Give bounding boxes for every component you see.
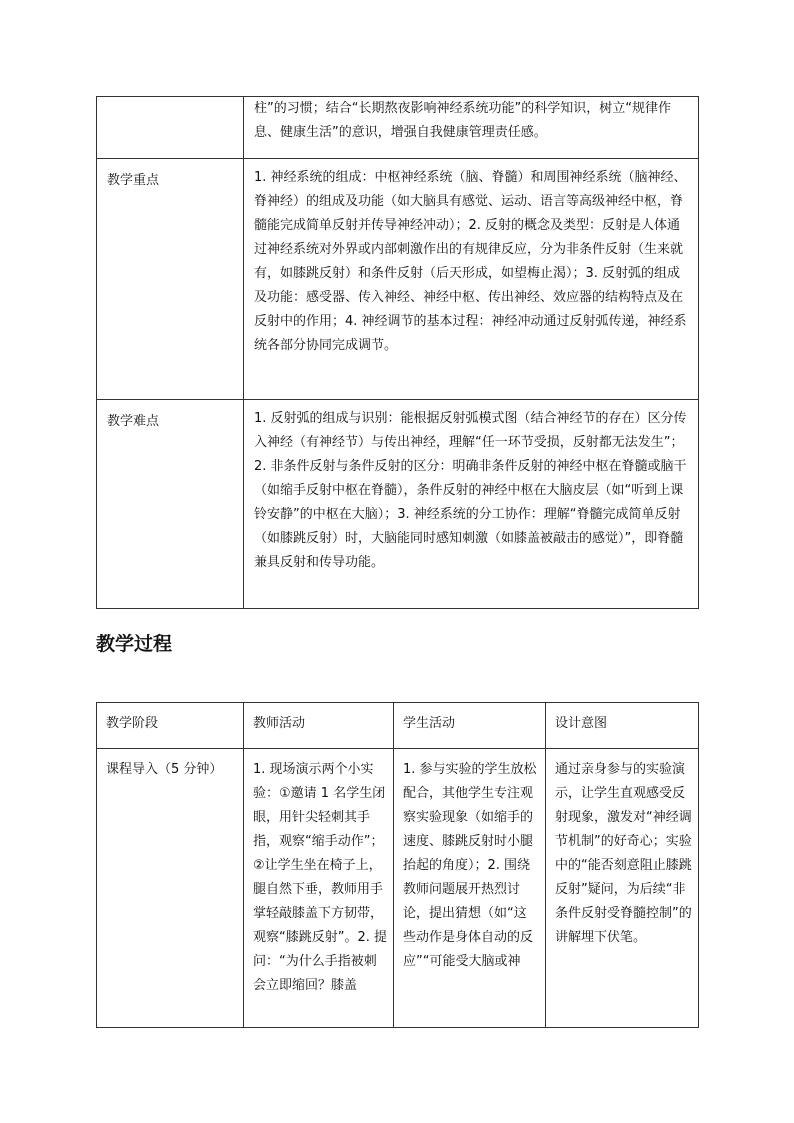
header-teacher-activity: 教师活动 bbox=[253, 716, 306, 731]
teacher-activity-cell bbox=[244, 749, 394, 1028]
design-intent-cell bbox=[546, 749, 699, 1028]
header-stage: 教学阶段 bbox=[106, 716, 159, 731]
header-cell bbox=[244, 703, 394, 749]
difficulties-label: 教学难点 bbox=[107, 414, 160, 429]
student-activity-cell bbox=[394, 749, 546, 1028]
teacher-activity-text: 1. 现场演示两个小实验：①邀请 1 名学生闭眼，用针尖轻刺其手指，观察“缩手动作”；②让学生坐在椅子上，腿自然下垂，教师用手掌轻敲膝盖下方韧带，观察“膝跳反射”。2. 提问：“为什么手指被刺会立即缩回？膝盖 bbox=[253, 762, 388, 993]
row-label bbox=[97, 97, 243, 105]
design-intent-text: 通过亲身参与的实验演示，让学生直观感受反射现象，激发对“神经调节机制”的好奇心；实验中的“能否刻意阻止膝跳反射”疑问，为后续“非条件反射受脊髓控制”的讲解埋下伏笔。 bbox=[555, 762, 692, 945]
header-cell bbox=[546, 703, 699, 749]
row-content-cell bbox=[244, 400, 699, 609]
table-row bbox=[97, 400, 699, 609]
stage-cell bbox=[97, 749, 244, 1028]
header-student-activity: 学生活动 bbox=[403, 716, 456, 731]
stage-text: 课程导入（5 分钟） bbox=[106, 762, 223, 777]
table-row bbox=[97, 159, 699, 400]
table-header-row bbox=[97, 703, 699, 749]
key-points-text: 1. 神经系统的组成：中枢神经系统（脑、脊髓）和周围神经系统（脑神经、脊神经）的组成及功能（如大脑具有感觉、运动、语言等高级神经中枢，脊髓能完成简单反射并传导神经冲动）；2. 反射的概念及类型：反射是人体通过神经系统对外界或内部刺激作出的有规律反应，分为非条件反射（生来就有，如膝跳反射）和条件反射（后天形成，如望梅止渴）；3. 反射弧的组成及功能：感受器、传入神经、神经中枢、传出神经、效应器的结构特点及在反射中的作用；4. 神经调节的基本过程：神经冲动通过反射弧传递，神经系统各部分协同完成调节。 bbox=[254, 170, 687, 353]
header-design-intent: 设计意图 bbox=[555, 716, 608, 731]
row-label-cell bbox=[97, 159, 244, 400]
teaching-process-table bbox=[96, 702, 699, 1028]
header-cell bbox=[394, 703, 546, 749]
row-content-cell bbox=[244, 97, 699, 159]
goal-continuation-text: 柱”的习惯；结合“长期熬夜影响神经系统功能”的科学知识，树立“规律作息、健康生活”的意识，增强自我健康管理责任感。 bbox=[254, 101, 671, 140]
section-title: 教学过程 bbox=[96, 633, 173, 655]
teaching-focus-table bbox=[96, 96, 699, 609]
difficulties-text: 1. 反射弧的组成与识别：能根据反射弧模式图（结合神经节的存在）区分传入神经（有神经节）与传出神经，理解“任一环节受损，反射都无法发生”；2. 非条件反射与条件反射的区分：明确非条件反射的神经中枢在脊髓或脑干（如缩手反射中枢在脊髓），条件反射的神经中枢在大脑皮层（如“听到上课铃安静”的中枢在大脑）；3. 神经系统的分工协作：理解“脊髓完成简单反射（如膝跳反射）时，大脑能同时感知刺激（如膝盖被敲击的感觉）”，即脊髓兼具反射和传导功能。 bbox=[254, 411, 687, 570]
key-points-label: 教学重点 bbox=[107, 173, 160, 188]
row-label-cell bbox=[97, 97, 244, 159]
row-content-cell bbox=[244, 159, 699, 400]
row-label-cell bbox=[97, 400, 244, 609]
header-cell bbox=[97, 703, 244, 749]
table-row bbox=[97, 97, 699, 159]
table-row bbox=[97, 749, 699, 1028]
student-activity-text: 1. 参与实验的学生放松配合，其他学生专注观察实验现象（如缩手的速度、膝跳反射时小腿抬起的角度）；2. 围绕教师问题展开热烈讨论，提出猜想（如“这些动作是身体自动的反应”“可能受大脑或神 bbox=[403, 762, 537, 969]
